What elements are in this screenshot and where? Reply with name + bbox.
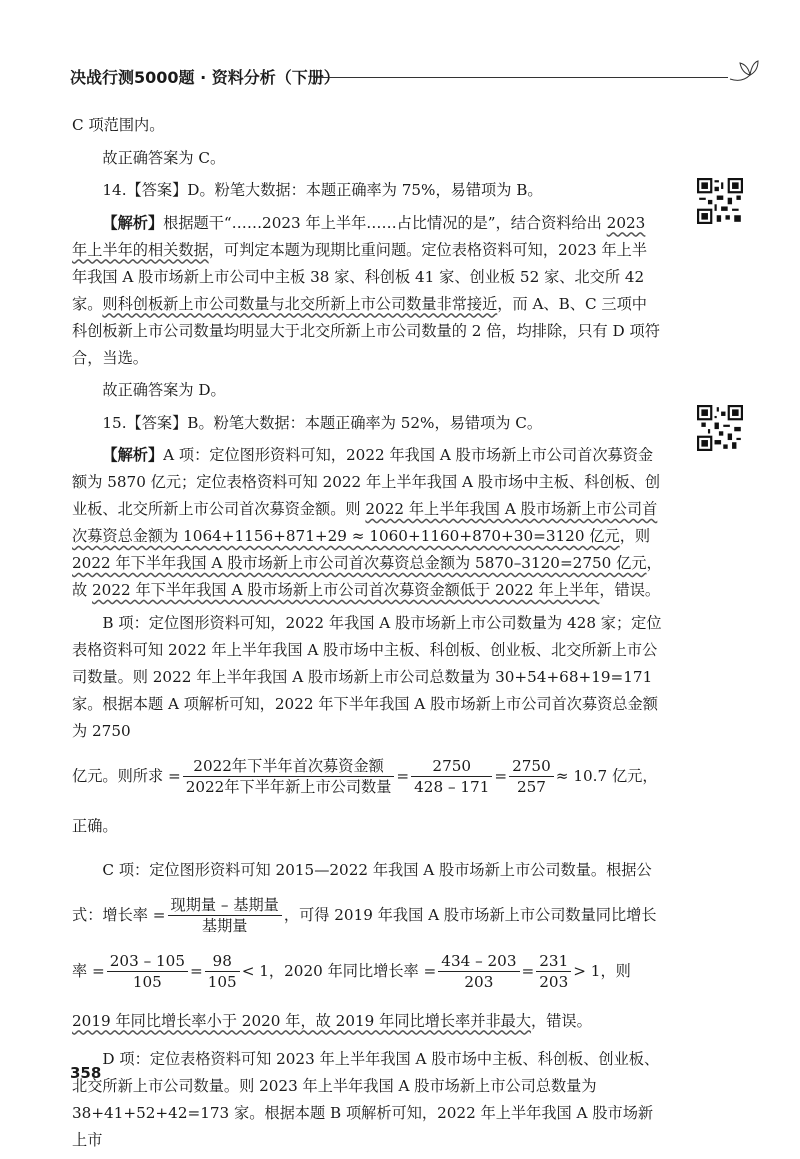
- denominator: 105: [207, 973, 237, 991]
- q14-answer-line: 14.【答案】D。粉笔大数据：本题正确率为 75%，易错项为 B。: [102, 181, 543, 199]
- text-run: < 1，2020 年同比增长率 =: [241, 961, 437, 980]
- q14-conclusion: 故正确答案为 D。: [102, 381, 226, 399]
- text-run: 亿元。则所求 =: [72, 766, 181, 785]
- text-run: ，故: [72, 554, 662, 599]
- numerator: 2750: [411, 756, 492, 777]
- fraction: [438, 951, 519, 992]
- page-header: [70, 63, 760, 93]
- analysis-tag: 【解析】: [102, 446, 164, 464]
- text-run: ，可得 2019 年我国 A 股市场新上市公司数量同比增长: [283, 905, 657, 924]
- denominator: 2022年下半年新上市公司数量: [185, 778, 392, 796]
- fraction: [536, 951, 571, 992]
- denominator: 203: [464, 973, 494, 991]
- numerator: 231: [536, 951, 571, 972]
- sprout-icon: [726, 57, 760, 87]
- denominator: 203: [539, 973, 569, 991]
- text-run: ≈ 10.7 亿元，正确。: [72, 766, 658, 835]
- text-run: 率 =: [72, 961, 105, 980]
- fraction: [183, 756, 395, 797]
- q15-formula-c: [72, 890, 662, 940]
- underlined-text: 2022 年下半年我国 A 股市场新上市公司首次募资总金额为 5870–3120=2750 亿元: [72, 554, 647, 572]
- denominator: 257: [516, 778, 546, 796]
- fraction: [411, 756, 492, 797]
- fraction: [205, 951, 240, 992]
- denominator: 428 – 171: [414, 778, 490, 796]
- q15-analysis-b: B 项：定位图形资料可知，2022 年我国 A 股市场新上市公司数量为 428 家；定位表格资料可知 2022 年上半年我国 A 股市场中主板、科创板、创业板、北交所新上市公司数量。则 2022 年上半年我国 A 股市场新上市公司总数量为 30+54+68+19=171 家。根据本题 A 项解析可知，2022 年下半年我国 A 股市场新上市公司首次募资总金额为 2750: [72, 613, 662, 740]
- underlined-text: 2023 年上半年的相关数据: [72, 213, 646, 259]
- q14-analysis: [72, 210, 662, 372]
- header-rule: [315, 77, 728, 78]
- numerator: 203 – 105: [107, 951, 188, 972]
- text-run: 根据题干“……2023 年上半年……占比情况的是”，结合资料给出: [163, 213, 607, 232]
- q15-formula-growth: 率 = $\frac{203 - 105}{105}$ = $\frac{98}{105}$ < 1，2020 年同比增长率 = $\frac{434 - 203}{203}$ = $\frac{231}{203}$ > 1，则 2019 年同比增长率小于 2020 年，故 2019 年同比增长率并非最大，错误。: [72, 952, 631, 1030]
- underlined-text: 2019 年同比增长率小于 2020 年，故 2019 年同比增长率并非最大: [72, 1011, 532, 1030]
- paragraph: 故正确答案为 C。: [102, 148, 226, 167]
- q15-analysis-a: [72, 442, 662, 604]
- article-body: [72, 112, 662, 1159]
- page-number: 358: [70, 1064, 102, 1082]
- paragraph: C 项范围内。: [72, 116, 165, 134]
- denominator: 105: [132, 973, 162, 991]
- header-title: 决战行测5000题 · 资料分析（下册）: [70, 68, 340, 87]
- text-run: ，错误。: [531, 1011, 592, 1030]
- q15-analysis-c: C 项：定位图形资料可知 2015—2022 年我国 A 股市场新上市公司数量。根据公: [102, 860, 652, 879]
- numerator: 434 – 203: [438, 951, 519, 972]
- text-run: ，而 A、B、C 三项中科创板新上市公司数量均明显大于北交所新上市公司数量的 2 倍，均排除，只有 D 项符合，当选。: [72, 294, 660, 367]
- numerator: 2750: [509, 756, 554, 777]
- text-run: ，可判定本题为现期比重问题。定位表格资料可知，2023 年上半年我国 A 股市场新上市公司中主板 38 家、科创板 41 家、创业板 52 家、北交所 42 家。: [72, 240, 648, 313]
- text-run: > 1，则: [573, 961, 631, 980]
- q15-answer-line: 15.【答案】B。粉笔大数据：本题正确率为 52%，易错项为 C。: [102, 413, 543, 432]
- q15-analysis-d: D 项：定位表格资料可知 2023 年上半年我国 A 股市场中主板、科创板、创业板、北交所新上市公司数量。则 2023 年上半年我国 A 股市场新上市公司总数量为 38+41+52+42=173 家。根据本题 B 项解析可知，2022 年上半年我国 A 股市场新上市: [72, 1049, 660, 1149]
- numerator: 现期量 – 基期量: [168, 895, 282, 916]
- text-run: 式：增长率 =: [72, 905, 166, 924]
- fraction: [107, 951, 188, 992]
- text-run: A 项：定位图形资料可知，2022 年我国 A 股市场新上市公司首次募资金额为 5870 亿元；定位表格资料可知 2022 年上半年我国 A 股市场中主板、科创板、创业板、北交所新上市公司首次募资金额。则: [72, 446, 661, 518]
- text-run: ，错误。: [599, 581, 661, 599]
- qr-code-icon[interactable]: [697, 178, 743, 224]
- underlined-text: 2022 年下半年我国 A 股市场新上市公司首次募资金额低于 2022 年上半年: [92, 581, 600, 599]
- numerator: 98: [205, 951, 240, 972]
- numerator: 2022年下半年首次募资金额: [183, 756, 395, 777]
- underlined-text: 则科创板新上市公司数量与北交所新上市公司数量非常接近: [102, 294, 498, 313]
- analysis-tag: 【解析】: [102, 213, 164, 232]
- q15-formula-b: 亿元。则所求 = $\frac{\text{2022年下半年首次募资金额}}{\text{2022年下半年新上市公司数量}}$ = $\frac{2750}{428 - 171}$ = $\frac{2750}{257}$ ≈ 10.7 亿元，正确。: [72, 757, 658, 835]
- qr-code-icon[interactable]: [697, 405, 743, 451]
- underlined-text: 2022 年上半年我国 A 股市场新上市公司首次募资总金额为 1064+1156+871+29 ≈ 1060+1160+870+30=3120 亿元: [72, 500, 658, 545]
- fraction: [168, 895, 282, 936]
- text-run: ，则: [619, 527, 651, 545]
- fraction: [509, 756, 554, 797]
- denominator: 基期量: [201, 917, 248, 935]
